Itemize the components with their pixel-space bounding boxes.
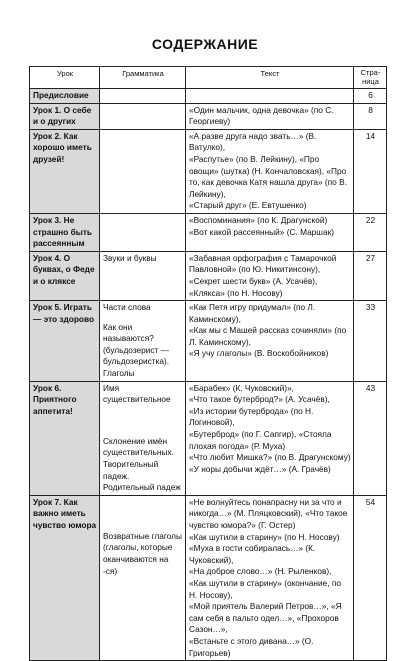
- lesson-cell: Урок 6. Приятного аппетита!: [30, 381, 100, 495]
- grammar-cell: [100, 301, 186, 382]
- page-number-cell: 6: [354, 89, 387, 104]
- table-row: [30, 251, 387, 300]
- text-cell: [186, 251, 354, 300]
- text-line: «Забавная орфография с Тамарочкой Павловной» (по Ю. Никитинсону),: [189, 252, 337, 275]
- grammar-cell: [100, 129, 186, 213]
- grammar-cell: [100, 89, 186, 104]
- grammar-line: Как они называются? (бульдозерист — бульдозеристка).: [103, 321, 170, 367]
- table-row: [30, 103, 387, 129]
- text-line: «Секрет шести букв» (А. Усачёв),: [189, 275, 318, 286]
- text-line: «Мой приятель Валерий Петров…», «Я сам себя в пальто одел…», «Прохоров Сазон…»,: [189, 601, 342, 635]
- table-row: [30, 495, 387, 660]
- scan-speck: ·: [392, 300, 394, 306]
- text-line: «Муха в гости собиралась…» (К. Чуковский),: [189, 543, 316, 565]
- text-line: «Из истории бутерброда» (по Н. Логиновой),: [189, 405, 314, 428]
- text-line: «На доброе слово…» (Н. Рыленков), «Как шутили в старину» (окончание, по Н. Носову),: [189, 566, 341, 600]
- text-cell: [186, 213, 354, 251]
- lesson-cell: Урок 2. Как хорошо иметь друзей!: [30, 129, 100, 213]
- grammar-line: Возвратные глаголы (глаголы, которые оканчиваются на -ся): [103, 530, 182, 576]
- text-cell: [186, 301, 354, 382]
- text-cell: [186, 89, 354, 104]
- page-number-cell: 22: [354, 213, 387, 251]
- grammar-cell: [100, 251, 186, 300]
- header-lesson: Урок: [30, 67, 100, 89]
- page-number-cell: 54: [354, 495, 387, 660]
- lesson-cell: Предисловие: [30, 89, 100, 104]
- lesson-cell: Урок 4. О буквах, о Феде и о кляксе: [30, 251, 100, 300]
- text-line: «Как Петя игру придумал» (по Л. Каминскому),: [189, 302, 316, 324]
- text-line: «Барабек» (К. Чуковский)»,: [189, 382, 294, 393]
- lesson-cell: Урок 1. О себе и о других: [30, 103, 100, 129]
- table-row: [30, 129, 387, 213]
- grammar-cell: [100, 103, 186, 129]
- text-line: «Я учу глаголы» (В. Воскобойников): [189, 348, 329, 359]
- grammar-cell: [100, 495, 186, 660]
- grammar-line: Творительный падеж.: [103, 459, 159, 481]
- lesson-cell: Урок 7. Как важно иметь чувство юмора: [30, 495, 100, 660]
- page-number-cell: 27: [354, 251, 387, 300]
- text-line: «Распутье» (по В. Лейкину), «Про овощи» (шутка) (Н. Кончаловская), «Про то, как девочка Катя нашла друга» (по В. Лейкину),: [189, 153, 347, 199]
- lesson-cell: Урок 3. Не страшно быть рассеянным: [30, 213, 100, 251]
- grammar-line: Имя существительное: [103, 382, 171, 405]
- table-row: [30, 213, 387, 251]
- text-cell: [186, 381, 354, 495]
- text-cell: [186, 103, 354, 129]
- page-number-cell: 8: [354, 103, 387, 129]
- text-cell: [186, 495, 354, 660]
- page-number-cell: 43: [354, 381, 387, 495]
- page-title: СОДЕРЖАНИЕ: [151, 36, 259, 52]
- text-line: «У норы добычи ждёт…» (А. Грачёв): [189, 463, 331, 474]
- text-line: «Воспоминания» (по К. Драгунской): [189, 214, 328, 225]
- text-line: «Один мальчик, одна девочка» (по С. Георгиеву): [189, 104, 334, 127]
- grammar-line: Глаголы: [103, 368, 135, 379]
- table-row: [30, 301, 387, 382]
- grammar-cell: [100, 381, 186, 495]
- text-line: «Как мы с Машей рассказ сочиняли» (по Л. Каминскому),: [189, 325, 347, 347]
- text-line: «Не волнуйтесь понапрасну ни за что и никогда…» (М. Пляцковский), «Что такое чувство юмора?» (Г. Остер): [189, 496, 348, 530]
- header-page: Стра-ница: [354, 67, 387, 89]
- grammar-line: Родительный падеж: [103, 482, 181, 493]
- grammar-cell: [100, 213, 186, 251]
- table-header-row: [30, 67, 387, 89]
- text-line: «Клякса» (по Н. Носову): [189, 287, 283, 298]
- text-line: «Как шутили в старину» (по Н. Носову): [189, 531, 340, 542]
- table-body: [30, 89, 387, 661]
- text-line: «Встаньте с этого дивана…» (О. Григорьев): [189, 635, 314, 658]
- text-line: «Вот какой рассеянный» (С. Маршак): [189, 226, 334, 237]
- text-line: «Бутерброд» (по Г. Сапгир), «Стояла плохая погода» (Р. Муха): [189, 429, 332, 451]
- page-number-cell: 14: [354, 129, 387, 213]
- header-text: Текст: [186, 67, 354, 89]
- text-line: «Что такое бутерброд?» (А. Усачёв),: [189, 394, 330, 405]
- page-number-cell: 33: [354, 301, 387, 382]
- text-line: «Что любит Мишка?» (по В. Драгунскому): [189, 452, 351, 463]
- table-row: [30, 381, 387, 495]
- table-row: [30, 89, 387, 104]
- lesson-cell: Урок 5. Играть — это здорово: [30, 301, 100, 382]
- text-line: «Старый друг» (Е. Евтушенко): [189, 200, 307, 211]
- grammar-line: Склонение имён существительных.: [103, 435, 174, 458]
- grammar-line: Части слова: [103, 302, 151, 313]
- contents-table: [29, 66, 387, 661]
- header-grammar: Грамматика: [100, 67, 186, 89]
- text-line: «А разве друга надо звать…» (В. Ватулко),: [189, 130, 317, 153]
- grammar-line: Звуки и буквы: [103, 252, 157, 263]
- text-cell: [186, 129, 354, 213]
